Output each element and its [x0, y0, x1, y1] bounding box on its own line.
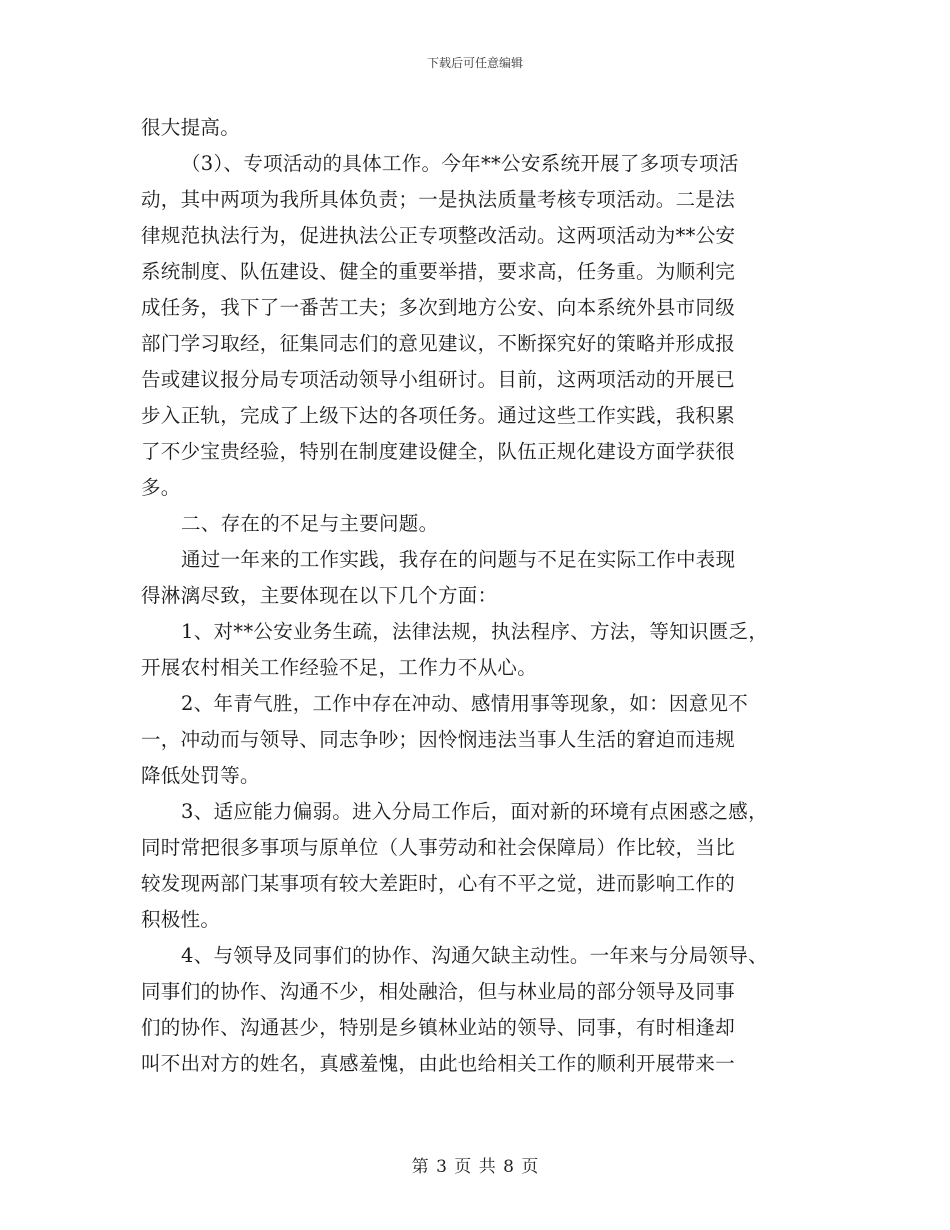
text-line: 动，其中两项为我所具体负责；一是执法质量考核专项活动。二是法	[141, 188, 736, 211]
text-line: 1、对**公安业务生疏，法律法规，执法程序、方法，等知识匮乏，	[181, 620, 769, 643]
text-line: 同时常把很多事项与原单位（人事劳动和社会保障局）作比较，当比	[141, 836, 736, 859]
text-line: 降低处罚等。	[141, 764, 260, 787]
text-line: 很大提高。	[141, 116, 241, 139]
text-line: 2、年青气胜，工作中存在冲动、感情用事等现象，如：因意见不	[181, 692, 749, 715]
text-line: 告或建议报分局专项活动领导小组研讨。目前，这两项活动的开展已	[141, 368, 736, 391]
page-header: 下载后可任意编辑	[426, 56, 523, 70]
text-line: 律规范执法行为，促进执法公正专项整改活动。这两项活动为**公安	[141, 224, 736, 247]
text-line: （3）、专项活动的具体工作。今年**公安系统开展了多项专项活	[181, 152, 739, 175]
text-line: 们的协作、沟通甚少，特别是乡镇林业站的领导、同事，有时相逢却	[141, 1016, 736, 1039]
text-line: 系统制度、队伍建设、健全的重要举措，要求高，任务重。为顺利完	[141, 260, 736, 283]
text-line: 较发现两部门某事项有较大差距时，心有不平之觉，进而影响工作的	[141, 872, 736, 895]
text-line: 4、与领导及同事们的协作、沟通欠缺主动性。一年来与分局领导、	[181, 944, 768, 967]
text-line: 得淋漓尽致，主要体现在以下几个方面：	[141, 584, 498, 607]
text-line: 同事们的协作、沟通不少，相处融洽，但与林业局的部分领导及同事	[141, 980, 736, 1003]
text-line: 开展农村相关工作经验不足，工作力不从心。	[141, 656, 538, 679]
text-line: 积极性。	[141, 908, 221, 931]
text-line: 部门学习取经，征集同志们的意见建议，不断探究好的策略并形成报	[141, 332, 736, 355]
text-line: 多。	[141, 476, 181, 499]
text-line: 3、适应能力偏弱。进入分局工作后，面对新的环境有点困惑之感，	[181, 800, 768, 823]
text-line: 了不少宝贵经验，特别在制度建设健全，队伍正规化建设方面学获很	[141, 440, 736, 463]
page-footer: 第 3 页 共 8 页	[411, 1157, 539, 1177]
document-body	[141, 110, 821, 1082]
text-line: 通过一年来的工作实践，我存在的问题与不足在实际工作中表现	[181, 548, 736, 571]
text-line: 成任务，我下了一番苦工夫；多次到地方公安、向本系统外县市同级	[141, 296, 736, 319]
text-line: 步入正轨，完成了上级下达的各项任务。通过这些工作实践，我积累	[141, 404, 736, 427]
text-line: 叫不出对方的姓名，真感羞愧，由此也给相关工作的顺利开展带来一	[141, 1052, 736, 1075]
text-line: 一，冲动而与领导、同志争吵；因怜悯违法当事人生活的窘迫而违规	[141, 728, 736, 751]
text-line: 二、存在的不足与主要问题。	[181, 512, 439, 535]
